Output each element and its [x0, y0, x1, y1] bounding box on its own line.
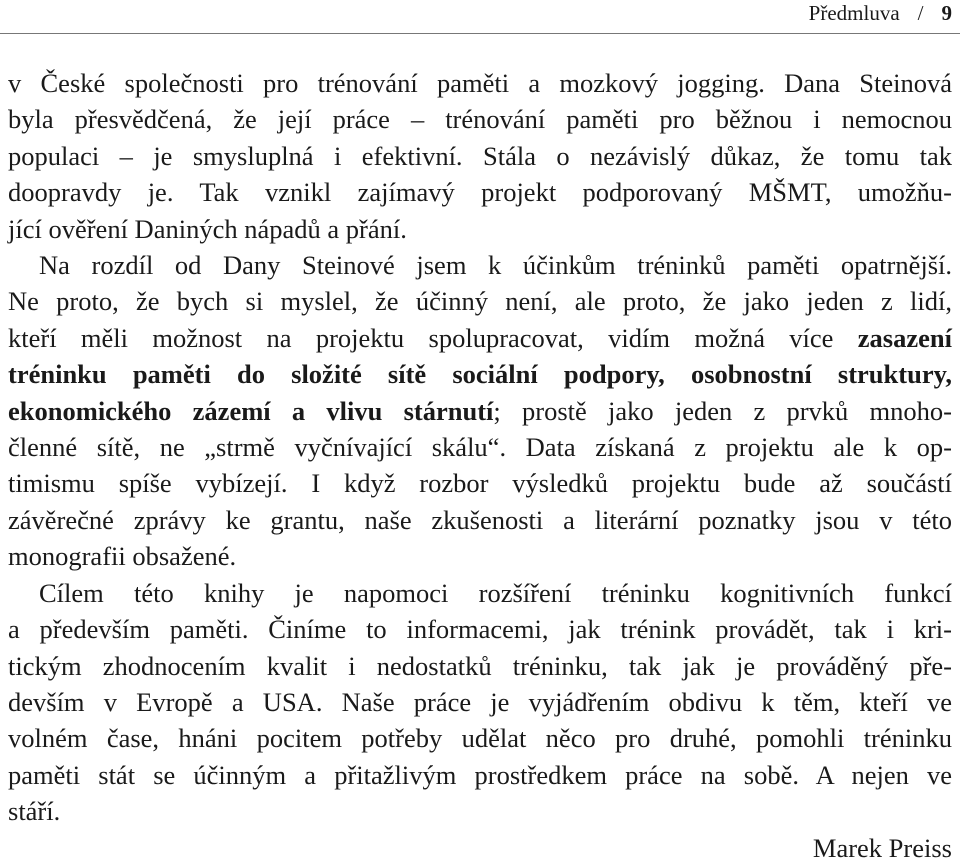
page-number: 9 — [941, 1, 952, 25]
emphasized-text: tréninku paměti do složité sítě sociální podpory, osobnostní struktury, — [8, 359, 952, 390]
text-line: Ne proto, že bych si myslel, že účinný není, ale proto, že jako jeden z lidí, — [8, 286, 952, 317]
text-line: timismu spíše vybízejí. I když rozbor výsledků projektu bude až součástí — [8, 468, 952, 499]
text-line: Cílem této knihy je napomoci rozšíření tréninku kognitivních funkcí — [39, 577, 952, 608]
running-header — [0, 0, 960, 34]
text-line: stáří. — [8, 796, 61, 827]
text-line: jící ověření Daniných nápadů a přání. — [8, 213, 407, 244]
text-line — [8, 320, 952, 356]
emphasized-text: ekonomického zázemí a vlivu stárnutí — [8, 395, 494, 426]
text-line: monografii obsažené. — [8, 541, 237, 572]
text-line: volném čase, hnáni pocitem potřeby udělat něco pro druhé, pomohli tréninku — [8, 723, 952, 754]
text-line: paměti stát se účinným a přitažlivým prostředkem práce na sobě. A nejen ve — [8, 759, 952, 790]
body-text — [8, 65, 952, 830]
paragraph-1 — [8, 65, 952, 247]
text-line: tickým zhodnocením kvalit i nedostatků tréninku, tak jak je prováděný pře- — [8, 650, 952, 681]
author-signature: Marek Preiss — [812, 833, 952, 863]
text-line: členné sítě, ne „strmě vyčnívající skálu“. Data získaná z projektu ale k op- — [8, 432, 952, 463]
header-separator: / — [917, 1, 924, 25]
text-line: a především paměti. Činíme to informacemi, jak trénink provádět, tak i kri- — [8, 614, 952, 645]
text-line: populaci – je smysluplná i efektivní. Stála o nezávislý důkaz, že tomu tak — [8, 140, 952, 171]
header-text — [809, 1, 952, 25]
text-line: devším v Evropě a USA. Naše práce je vyjádřením obdivu k těm, kteří ve — [8, 686, 952, 717]
text-line: doopravdy je. Tak vznikl zajímavý projekt podporovaný MŠMT, umožňu- — [8, 177, 952, 208]
chapter-title: Předmluva — [808, 1, 900, 25]
text-line: Na rozdíl od Dany Steinové jsem k účinkům tréninků paměti opatrnější. — [39, 250, 952, 281]
text-line: závěrečné zprávy ke grantu, naše zkušenosti a literární poznatky jsou v této — [8, 504, 952, 535]
paragraph-3 — [8, 575, 952, 830]
text-run: kteří měli možnost na projektu spolupracovat, vidím možná více — [8, 322, 858, 353]
text-line — [8, 393, 952, 429]
text-line: v České společnosti pro trénování paměti a mozkový jogging. Dana Steinová — [8, 68, 952, 98]
text-line: byla přesvědčená, že její práce – trénování paměti pro běžnou i nemocnou — [8, 104, 952, 135]
emphasized-text: zasazení — [857, 322, 952, 353]
text-run: ; prostě jako jeden z prvků mnoho- — [493, 395, 952, 426]
paragraph-2 — [8, 247, 952, 575]
